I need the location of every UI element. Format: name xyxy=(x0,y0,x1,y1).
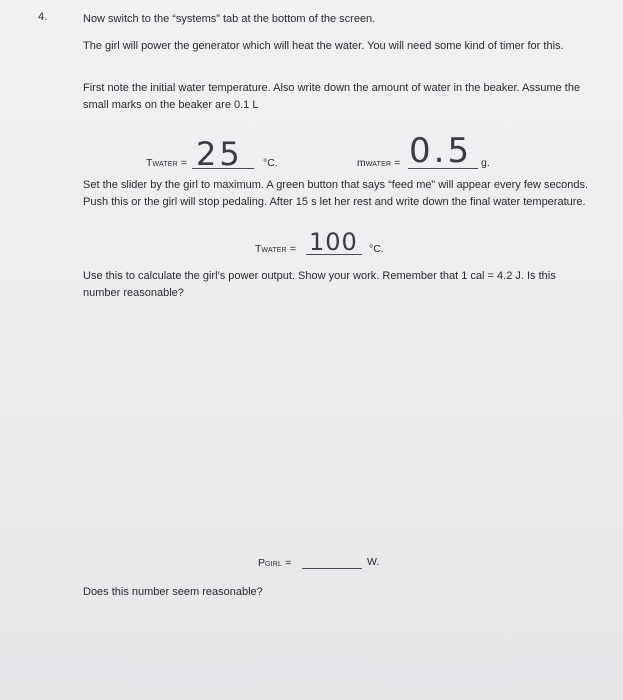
twater-initial-handwritten: 25 xyxy=(196,135,243,173)
paragraph-initial-temp: First note the initial water temperature. Also write down the amount of water in the beaker. Assume the small marks on the beaker are 0.1 L xyxy=(83,82,581,111)
mwater-eq: = xyxy=(394,157,401,169)
twater-initial-eq: = xyxy=(180,157,187,169)
twater-initial-unit: °C. xyxy=(263,157,278,169)
pgirl-unit: W. xyxy=(367,556,380,568)
twater-initial-sub: WATER xyxy=(152,161,178,168)
paragraph-generator: The girl will power the generator which will heat the water. You will need some kind of timer for this. xyxy=(83,40,564,52)
pgirl-sub: GIRL xyxy=(265,561,283,568)
twater-initial-prefix: T xyxy=(146,157,153,169)
twater-final-handwritten: 100 xyxy=(309,228,358,256)
mwater-prefix: m xyxy=(357,157,366,169)
final-question: Does this number seem reasonable? xyxy=(83,586,263,598)
question-number: 4. xyxy=(38,11,48,23)
pgirl-prefix: P xyxy=(258,557,266,569)
instruction-text: Now switch to the “systems” tab at the bottom of the screen. xyxy=(83,13,376,25)
twater-final-unit: °C. xyxy=(369,243,384,255)
paragraph-slider: Set the slider by the girl to maximum. A green button that says “feed me” will appear every few seconds. Push this or the girl will stop pedaling. After 15 s let her rest and write down the final water temperature. xyxy=(83,179,589,208)
mwater-sub: WATER xyxy=(365,161,392,168)
twater-final-eq: = xyxy=(289,243,296,255)
pgirl-eq: = xyxy=(285,557,292,569)
twater-final-sub: WATER xyxy=(261,247,287,254)
paragraph-power-output: Use this to calculate the girl’s power output. Show your work. Remember that 1 cal = 4.2 J. Is this number reasonable? xyxy=(83,270,556,299)
mwater-handwritten: 0.5 xyxy=(409,131,473,171)
twater-final-prefix: T xyxy=(255,243,262,255)
pgirl-answer-line[interactable] xyxy=(302,568,362,569)
mwater-unit: g. xyxy=(481,157,490,169)
